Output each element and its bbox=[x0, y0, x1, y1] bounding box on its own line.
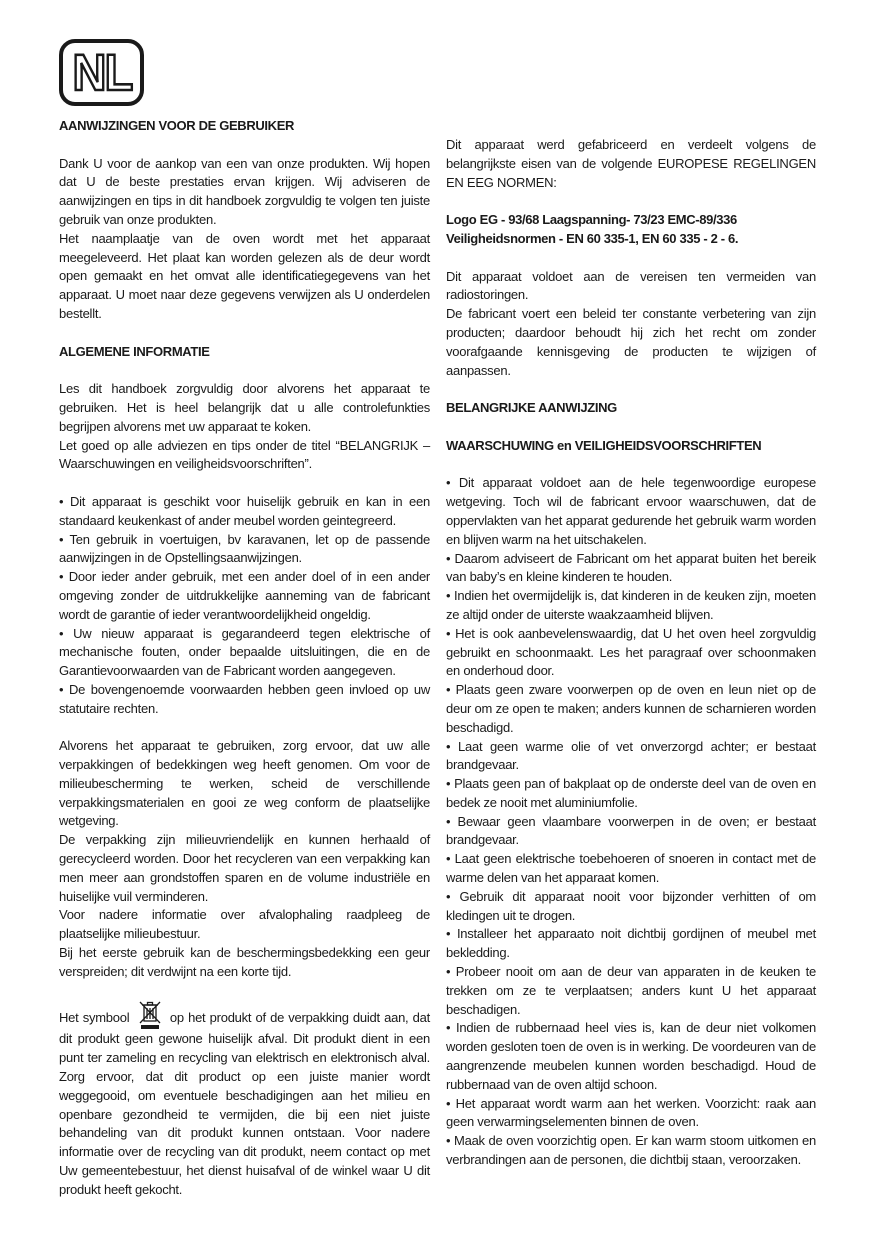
weee-text-start: Het symbool bbox=[59, 1010, 130, 1026]
warning-item: • Gebruik dit apparaat nooit voor bijzonder verhitten of om kledingen uit te drogen. bbox=[446, 888, 816, 923]
warning-item: • Laat geen elektrische toebehoeren of snoeren in contact met de warme delen van het apparaat komen. bbox=[446, 851, 816, 886]
paragraph: De verpakking zijn milieuvriendelijk en kunnen herhaald of gerecycleerd worden. Door het recycleren van een verpakking kan men meer aan grondstoffen sparen en de volume industriële en huiselijke vuil verminderen. bbox=[59, 832, 430, 904]
bullet-item: • Ten gebruik in voertuigen, bv karavanen, let op de passende aanwijzingen in de Opstellingsaanwijzingen. bbox=[59, 531, 430, 566]
warning-item: • Laat geen warme olie of vet onverzorgd achter; er bestaat brandgevaar. bbox=[446, 738, 816, 773]
warning-item: • Daarom adviseert de Fabricant om het apparat buiten het bereik van baby’s en kleine kinderen te houden. bbox=[446, 550, 816, 585]
warning-item: • Het is ook aanbevelenswaardig, dat U het oven heel zorgvuldig gebruikt en schoonmaakt. Les het paragraaf over schoonmaken en onderhoud door. bbox=[446, 625, 816, 679]
warning-item: • Het apparaat wordt warm aan het werken. Voorzicht: raak aan geen verwarmingselementen binnen de oven. bbox=[446, 1095, 816, 1130]
weee-paragraph bbox=[59, 1000, 430, 1199]
weee-text-end: op het produkt of de verpakking duidt aan, dat dit produkt geen gewone huiselijk afval. Dit produkt dient in een punt ter zameling en recycling van elektrisch en elektronisch alval. Zorg ervoor, dat dit product op een juiste manier wordt weggegooid, om eventuele beschadigingen aan het milieu en openbare gezondheid te vermijden, die bij een niet juiste behandeling van dit produkt kunnen ontstaan. Voor nadere informatie over de recycling van dit produkt, neem contact op met Uw gemeentebestuur, het dienst huisafval of de winkel waar U dit produkt heeft gekocht. bbox=[59, 1010, 430, 1197]
standards-line: Logo EG - 93/68 Laagspanning- 73/23 EMC-89/336 bbox=[446, 212, 737, 228]
standards-line: Veiligheidsnormen - EN 60 335-1, EN 60 335 - 2 - 6. bbox=[446, 230, 739, 246]
right-column bbox=[446, 136, 816, 1170]
warning-item: • Plaats geen zware voorwerpen op de oven en leun niet op de deur om ze open te maken; anders kunnen de scharnieren worden beschadigd. bbox=[446, 682, 816, 735]
bullet-item: • Door ieder ander gebruik, met een ander doel of in een ander omgeving zonder de uitdrukkelijke aanneming van de fabricant wordt de garantie of ieder verantwoordelijkheid ongeldig. bbox=[59, 569, 430, 622]
bullet-item: • Uw nieuw apparaat is gegarandeerd tegen elektrische of mechanische fouten, onder bepaalde uitsluitingen, die en de Garantievoorwaarden van de Fabricant worden aangegeven. bbox=[59, 625, 430, 679]
heading-important-notice: BELANGRIJKE AANWIJZING bbox=[446, 400, 617, 416]
paragraph: Het naamplaatje van de oven wordt met het apparaat meegeleveerd. Het plaat kan worden gelezen als de deur wordt open gemaakt en het omvat alle identificatiegegevens van het apparaat. U moet naar deze gegevens verwijzen als U onderdelen bestellt. bbox=[59, 230, 430, 321]
warning-item: • Dit apparaat voldoet aan de hele tegenwoordige europese wetgeving. Toch wil de fabricant ervoor waarschuwen, dat de oppervlakten van het apparat gedurende het gebruik warm worden en blijven warm na het uitschakelen. bbox=[446, 475, 816, 547]
paragraph: Voor nadere informatie over afvalophaling raadpleeg de plaatselijke milieubestuur. bbox=[59, 907, 430, 942]
warning-item: • Bewaar geen vlaambare voorwerpen in de oven; er bestaat brandgevaar. bbox=[446, 813, 816, 848]
heading-user-instructions: AANWIJZINGEN VOOR DE GEBRUIKER bbox=[59, 118, 295, 133]
paragraph: Bij het eerste gebruik kan de beschermingsbedekking een geur verspreiden; dit verdwijnt na een korte tijd. bbox=[59, 945, 430, 979]
warning-item: • Plaats geen pan of bakplaat op de onderste deel van de oven en bedek ze nooit met aluminiumfolie. bbox=[446, 776, 816, 810]
paragraph: Let goed op alle adviezen en tips onder de titel “BELANGRIJK – Waarschuwingen en veiligheidsvoorschriften”. bbox=[59, 437, 430, 472]
paragraph: Dit apparaat voldoet aan de vereisen ten vermeiden van radiostoringen. bbox=[446, 268, 816, 303]
bullet-item: • De bovengenoemde voorwaarden hebben geen invloed op uw statutaire rechten. bbox=[59, 681, 430, 716]
language-code: NL bbox=[72, 44, 131, 101]
heading-warnings-safety: WAARSCHUWING en VEILIGHEIDSVOORSCHRIFTEN bbox=[446, 437, 762, 453]
bullet-item: • Dit apparaat is geschikt voor huiselijk gebruik en kan in een standaard keukenkast of ander meubel worden geintegreerd. bbox=[59, 493, 430, 528]
paragraph: Dank U voor de aankop van een van onze produkten. Wij hopen dat U de beste prestaties ervan krijgen. Wij adviseren de aanwijzingen en tips in dit handboek zorgvuldig te volgen ten juiste gebruik van onze produkten. bbox=[59, 155, 430, 227]
paragraph: Alvorens het apparaat te gebruiken, zorg ervoor, dat uw alle verpakkingen of bedekkingen weg heeft genomen. Om voor de milieubescherming te werken, scheid de verschillende verpakkingsmaterialen en gooi ze weg conform de plaatselijke wetgeving. bbox=[59, 738, 430, 829]
crossed-out-bin-icon bbox=[137, 1000, 163, 1030]
warning-item: • Indien de rubbernaad heel vies is, kan de deur niet volkomen worden gesloten toen de oven is in werking. De voordeuren van de aangrenzende meubelen kunnen worden beschadigd. Houd de rubbernaad van de oven altijd schoon. bbox=[446, 1020, 816, 1092]
paragraph: Dit apparaat werd gefabriceerd en verdeelt volgens de belangrijkste eisen van de volgende EUROPESE REGELINGEN EN EEG NORMEN: bbox=[446, 137, 816, 190]
paragraph: De fabricant voert een beleid ter constante verbetering van zijn producten; daardoor behoudt hij zich het recht om zonder voorafgaande kennisgeving de producten te wijzigen of aanpassen. bbox=[446, 306, 816, 378]
left-column bbox=[59, 117, 430, 1200]
language-badge bbox=[59, 39, 144, 106]
heading-general-information: ALGEMENE INFORMATIE bbox=[59, 343, 210, 359]
paragraph: Les dit handboek zorgvuldig door alvorens het apparaat te gebruiken. Het is heel belangrijk dat u alle controlefunkties begrijpen alvorens met uw apparaat te koken. bbox=[59, 381, 430, 434]
warning-item: • Indien het overmijdelijk is, dat kinderen in de keuken zijn, moeten ze altijd onder de uiterste waakzaamheid blijven. bbox=[446, 588, 816, 622]
warning-item: • Installeer het apparaato noit dichtbij gordijnen of meubel met bekledding. bbox=[446, 926, 816, 961]
warning-item: • Probeer nooit om aan de deur van apparaten in de keuken te trekken om ze te verplaatsen; anders kunt U het apparaat beschadigen. bbox=[446, 964, 816, 1017]
warning-item: • Maak de oven voorzichtig open. Er kan warm stoom uitkomen en verbrandingen aan de personen, die dichtbij staan, veroorzaken. bbox=[446, 1133, 816, 1168]
